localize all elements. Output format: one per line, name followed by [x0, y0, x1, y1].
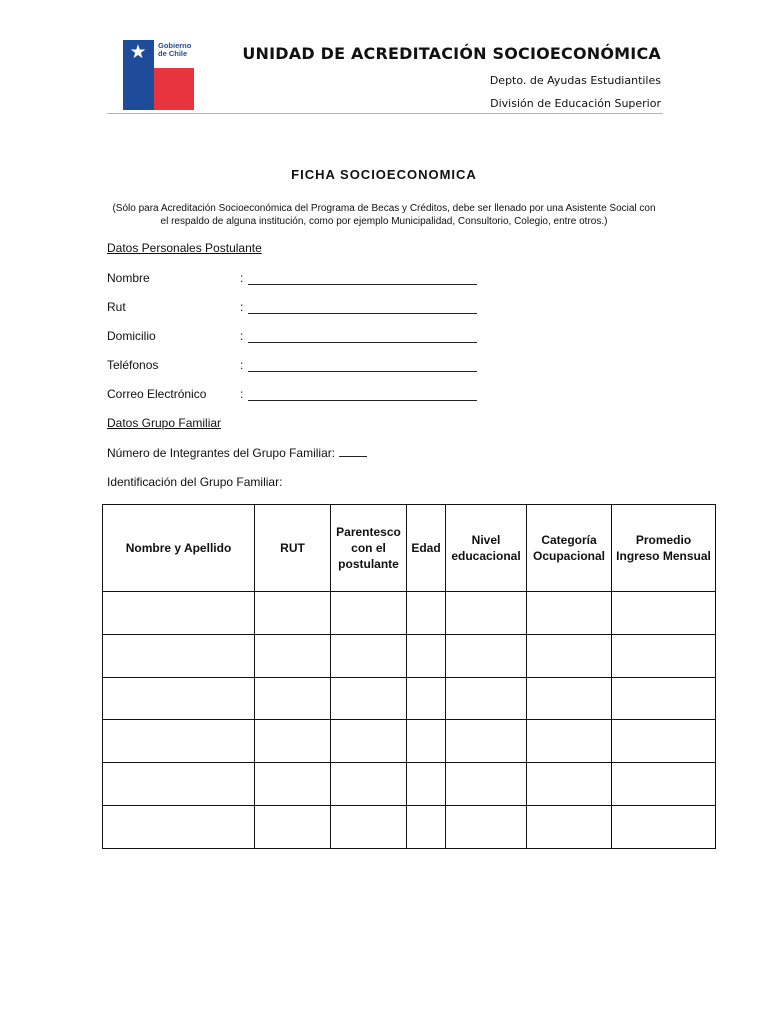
- family-members-table: [102, 504, 716, 849]
- column-header: Edad: [407, 505, 446, 592]
- field-line-domicilio[interactable]: [248, 342, 477, 343]
- gobierno-de-chile-logo: [123, 40, 194, 110]
- header-divider: [107, 113, 663, 114]
- table-row: [103, 592, 716, 635]
- table-cell[interactable]: [255, 592, 331, 635]
- table-cell[interactable]: [103, 763, 255, 806]
- table-header-row: [103, 505, 716, 592]
- field-colon: :: [240, 358, 244, 372]
- table-row: [103, 763, 716, 806]
- instructions-note: [100, 202, 668, 228]
- field-colon: :: [240, 300, 244, 314]
- field-label-nombre: Nombre: [107, 271, 150, 285]
- logo-text-line2: de Chile: [158, 49, 188, 58]
- logo-red-field: [154, 68, 194, 110]
- document-title: FICHA SOCIOECONOMICA: [291, 167, 477, 182]
- column-header: Nivel educacional: [446, 505, 527, 592]
- table-cell[interactable]: [446, 592, 527, 635]
- table-cell[interactable]: [446, 720, 527, 763]
- table-cell[interactable]: [331, 634, 407, 677]
- table-cell[interactable]: [255, 806, 331, 849]
- table-cell[interactable]: [612, 677, 716, 720]
- table-cell[interactable]: [103, 592, 255, 635]
- instructions-line-2: el respaldo de alguna institución, como por ejemplo Municipalidad, Consultorio, Colegio, entre otros.): [160, 216, 608, 227]
- unit-title: UNIDAD DE ACREDITACIÓN SOCIOECONÓMICA: [242, 44, 661, 63]
- table-cell[interactable]: [255, 677, 331, 720]
- field-line-telefonos[interactable]: [248, 371, 477, 372]
- field-colon: :: [240, 271, 244, 285]
- personal-data-heading: Datos Personales Postulante: [107, 241, 262, 255]
- table-cell[interactable]: [331, 592, 407, 635]
- table-cell[interactable]: [331, 763, 407, 806]
- table-cell[interactable]: [612, 806, 716, 849]
- table-cell[interactable]: [527, 763, 612, 806]
- table-cell[interactable]: [446, 634, 527, 677]
- members-count-line[interactable]: [339, 446, 367, 457]
- family-data-heading: Datos Grupo Familiar: [107, 416, 222, 430]
- family-identification-label: Identificación del Grupo Familiar:: [107, 475, 283, 489]
- table-cell[interactable]: [331, 720, 407, 763]
- table-cell[interactable]: [612, 763, 716, 806]
- table-cell[interactable]: [407, 763, 446, 806]
- table-cell[interactable]: [527, 677, 612, 720]
- table-cell[interactable]: [527, 592, 612, 635]
- table-cell[interactable]: [612, 720, 716, 763]
- table-row: [103, 720, 716, 763]
- field-colon: :: [240, 387, 244, 401]
- division-name: División de Educación Superior: [490, 97, 661, 110]
- instructions-line-1: (Sólo para Acreditación Socioeconómica del Programa de Becas y Créditos, debe ser llenado por una Asistente Social con: [112, 203, 656, 214]
- members-count-row: [107, 446, 367, 460]
- field-label-rut: Rut: [107, 300, 126, 314]
- table-cell[interactable]: [103, 677, 255, 720]
- table-cell[interactable]: [446, 806, 527, 849]
- table-cell[interactable]: [331, 806, 407, 849]
- field-line-correo[interactable]: [248, 400, 477, 401]
- table-cell[interactable]: [255, 720, 331, 763]
- table-cell[interactable]: [446, 677, 527, 720]
- table-cell[interactable]: [612, 634, 716, 677]
- field-label-domicilio: Domicilio: [107, 329, 156, 343]
- column-header: Promedio Ingreso Mensual: [612, 505, 716, 592]
- department-name: Depto. de Ayudas Estudiantiles: [489, 74, 661, 87]
- table-cell[interactable]: [331, 677, 407, 720]
- table-row: [103, 634, 716, 677]
- table-cell[interactable]: [527, 720, 612, 763]
- star-icon: ★: [129, 42, 147, 63]
- table-cell[interactable]: [103, 806, 255, 849]
- logo-text-line1: Gobierno: [158, 41, 192, 50]
- column-header: Nombre y Apellido: [103, 505, 255, 592]
- field-line-rut[interactable]: [248, 313, 477, 314]
- members-count-label: Número de Integrantes del Grupo Familiar:: [107, 446, 336, 460]
- field-label-correo: Correo Electrónico: [107, 387, 207, 401]
- table-row: [103, 677, 716, 720]
- table-cell[interactable]: [407, 806, 446, 849]
- table-row: [103, 806, 716, 849]
- table-cell[interactable]: [527, 806, 612, 849]
- field-colon: :: [240, 329, 244, 343]
- field-line-nombre[interactable]: [248, 284, 477, 285]
- field-label-telefonos: Teléfonos: [107, 358, 159, 372]
- table-cell[interactable]: [407, 720, 446, 763]
- table-cell[interactable]: [407, 634, 446, 677]
- table-cell[interactable]: [103, 720, 255, 763]
- table-cell[interactable]: [103, 634, 255, 677]
- table-cell[interactable]: [407, 592, 446, 635]
- table-cell[interactable]: [446, 763, 527, 806]
- table-cell[interactable]: [407, 677, 446, 720]
- table-cell[interactable]: [255, 634, 331, 677]
- table-cell[interactable]: [612, 592, 716, 635]
- table-cell[interactable]: [255, 763, 331, 806]
- column-header: Categoría Ocupacional: [527, 505, 612, 592]
- table-cell[interactable]: [527, 634, 612, 677]
- column-header: Parentesco con el postulante: [331, 505, 407, 592]
- column-header: RUT: [255, 505, 331, 592]
